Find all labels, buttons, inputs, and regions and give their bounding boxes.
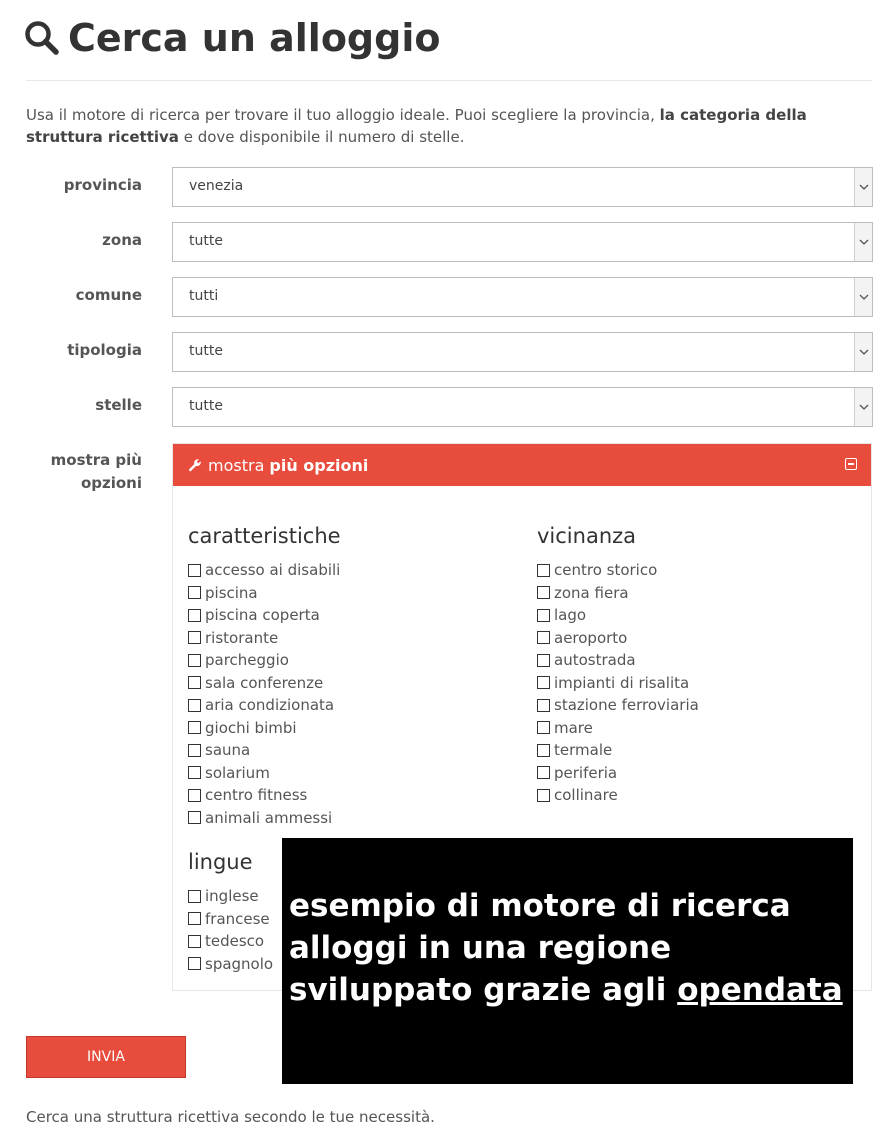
- checkbox-label: spagnolo: [205, 954, 274, 973]
- more-options-label-line1: mostra più: [50, 451, 142, 469]
- checkbox-item[interactable]: [537, 627, 699, 650]
- overlay-line1: esempio di motore di ricerca: [289, 888, 791, 924]
- checkbox-label: periferia: [554, 763, 618, 782]
- intro-part2: e dove disponibile il numero di stelle.: [178, 128, 465, 146]
- checkbox-label: sala conferenze: [205, 673, 324, 692]
- checkbox-label: piscina: [205, 583, 258, 602]
- checkbox[interactable]: [188, 564, 201, 577]
- more-options-toggle[interactable]: [173, 444, 871, 486]
- checkbox-label: lago: [554, 606, 587, 625]
- title-divider: [26, 80, 872, 81]
- checkbox-item[interactable]: [188, 739, 340, 762]
- checkbox-item[interactable]: [188, 649, 340, 672]
- overlay-line3-prefix: sviluppato grazie agli: [289, 972, 678, 1008]
- checkbox-item[interactable]: [188, 627, 340, 650]
- wrench-icon: [188, 458, 202, 472]
- panel-head-normal: mostra: [208, 455, 265, 475]
- checkbox-label: impianti di risalita: [554, 673, 690, 692]
- checkbox-label: solarium: [205, 763, 270, 782]
- stelle-select[interactable]: [172, 387, 873, 427]
- checkbox[interactable]: [188, 811, 201, 824]
- checkbox-item[interactable]: [537, 559, 699, 582]
- comune-select[interactable]: [172, 277, 873, 317]
- checkbox-item[interactable]: [537, 717, 699, 740]
- checkbox-item[interactable]: [188, 930, 273, 953]
- checkbox-label: aeroporto: [554, 628, 628, 647]
- checkbox[interactable]: [537, 789, 550, 802]
- intro-text: [26, 104, 846, 148]
- search-icon: [24, 20, 60, 56]
- checkbox-label: stazione ferroviaria: [554, 696, 699, 715]
- stelle-label: stelle: [95, 396, 142, 414]
- chevron-down-icon[interactable]: [854, 278, 872, 316]
- checkbox-label: termale: [554, 741, 613, 760]
- checkbox-label: mare: [554, 718, 593, 737]
- checkbox[interactable]: [537, 586, 550, 599]
- checkbox-item[interactable]: [188, 604, 340, 627]
- checkbox-label: accesso ai disabili: [205, 561, 341, 580]
- checkbox-item[interactable]: [537, 784, 699, 807]
- checkbox-item[interactable]: [537, 739, 699, 762]
- overlay-line3: [289, 969, 853, 1011]
- checkbox[interactable]: [537, 631, 550, 644]
- checkbox-label: zona fiera: [554, 583, 629, 602]
- checkbox-item[interactable]: [188, 672, 340, 695]
- checkbox-label: inglese: [205, 887, 259, 906]
- checkbox-label: ristorante: [205, 628, 279, 647]
- checkbox[interactable]: [188, 789, 201, 802]
- checkbox-label: parcheggio: [205, 651, 289, 670]
- footer-text: Cerca una struttura ricettiva secondo le tue necessità.: [26, 1108, 435, 1126]
- caption-overlay: [282, 838, 853, 1084]
- intro-bold: la categoria della struttura ricettiva: [26, 106, 807, 146]
- stelle-value: tutte: [189, 398, 223, 414]
- comune-value: tutti: [189, 288, 219, 304]
- chevron-down-icon[interactable]: [854, 168, 872, 206]
- checkbox[interactable]: [537, 766, 550, 779]
- zona-value: tutte: [189, 233, 223, 249]
- vicinanza-title: vicinanza: [537, 524, 637, 548]
- checkbox[interactable]: [537, 744, 550, 757]
- checkbox-label: centro fitness: [205, 786, 308, 805]
- tipologia-label: tipologia: [67, 341, 142, 359]
- checkbox[interactable]: [188, 654, 201, 667]
- checkbox-label: tedesco: [205, 932, 265, 951]
- chevron-down-icon[interactable]: [854, 333, 872, 371]
- checkbox[interactable]: [188, 766, 201, 779]
- tipologia-select[interactable]: [172, 332, 873, 372]
- checkbox-item[interactable]: [188, 559, 340, 582]
- checkbox[interactable]: [537, 609, 550, 622]
- checkbox-label: autostrada: [554, 651, 636, 670]
- checkbox-item[interactable]: [188, 953, 273, 976]
- opendata-link[interactable]: opendata: [677, 972, 843, 1008]
- collapse-icon[interactable]: [845, 458, 857, 470]
- checkbox[interactable]: [188, 935, 201, 948]
- checkbox[interactable]: [537, 721, 550, 734]
- checkbox-item[interactable]: [537, 762, 699, 785]
- checkbox[interactable]: [537, 676, 550, 689]
- caratteristiche-title: caratteristiche: [188, 524, 341, 548]
- checkbox[interactable]: [537, 654, 550, 667]
- checkbox-label: francese: [205, 909, 270, 928]
- checkbox-item[interactable]: [188, 717, 340, 740]
- checkbox-item[interactable]: [537, 694, 699, 717]
- checkbox[interactable]: [188, 586, 201, 599]
- checkbox-label: sauna: [205, 741, 251, 760]
- checkbox-item[interactable]: [188, 885, 273, 908]
- tipologia-value: tutte: [189, 343, 223, 359]
- checkbox[interactable]: [188, 912, 201, 925]
- caratteristiche-list: [188, 559, 340, 829]
- checkbox[interactable]: [188, 699, 201, 712]
- checkbox-item[interactable]: [537, 649, 699, 672]
- checkbox[interactable]: [188, 744, 201, 757]
- checkbox-label: collinare: [554, 786, 618, 805]
- checkbox-item[interactable]: [188, 908, 273, 931]
- page-title: [24, 16, 440, 60]
- checkbox[interactable]: [188, 609, 201, 622]
- comune-label: comune: [75, 286, 142, 304]
- provincia-label: provincia: [63, 176, 142, 194]
- checkbox-item[interactable]: [537, 672, 699, 695]
- chevron-down-icon[interactable]: [854, 223, 872, 261]
- checkbox-label: aria condizionata: [205, 696, 335, 715]
- checkbox-item[interactable]: [188, 807, 340, 830]
- panel-head-bold: più opzioni: [269, 455, 369, 475]
- checkbox[interactable]: [188, 890, 201, 903]
- checkbox-item[interactable]: [188, 694, 340, 717]
- provincia-value: venezia: [189, 178, 244, 194]
- checkbox-label: giochi bimbi: [205, 718, 297, 737]
- checkbox-item[interactable]: [537, 582, 699, 605]
- checkbox-item[interactable]: [188, 762, 340, 785]
- overlay-line2: alloggi in una regione: [289, 930, 672, 966]
- chevron-down-icon[interactable]: [854, 388, 872, 426]
- checkbox-item[interactable]: [188, 582, 340, 605]
- checkbox-label: piscina coperta: [205, 606, 320, 625]
- more-options-label: [26, 449, 142, 495]
- submit-button[interactable]: INVIA: [26, 1036, 186, 1078]
- checkbox[interactable]: [188, 631, 201, 644]
- checkbox-label: animali ammessi: [205, 808, 333, 827]
- page-title-text: Cerca un alloggio: [68, 16, 441, 60]
- zona-label: zona: [102, 231, 142, 249]
- intro-part1: Usa il motore di ricerca per trovare il tuo alloggio ideale. Puoi scegliere la provincia,: [26, 106, 660, 124]
- lingue-title: lingue: [188, 850, 253, 874]
- checkbox[interactable]: [188, 676, 201, 689]
- zona-select[interactable]: [172, 222, 873, 262]
- more-options-label-line2: opzioni: [80, 474, 142, 492]
- checkbox-item[interactable]: [537, 604, 699, 627]
- checkbox-label: centro storico: [554, 561, 658, 580]
- checkbox[interactable]: [537, 564, 550, 577]
- checkbox[interactable]: [188, 721, 201, 734]
- vicinanza-list: [537, 559, 699, 807]
- checkbox-item[interactable]: [188, 784, 340, 807]
- checkbox[interactable]: [188, 957, 201, 970]
- provincia-select[interactable]: [172, 167, 873, 207]
- checkbox[interactable]: [537, 699, 550, 712]
- lingue-list: [188, 885, 273, 975]
